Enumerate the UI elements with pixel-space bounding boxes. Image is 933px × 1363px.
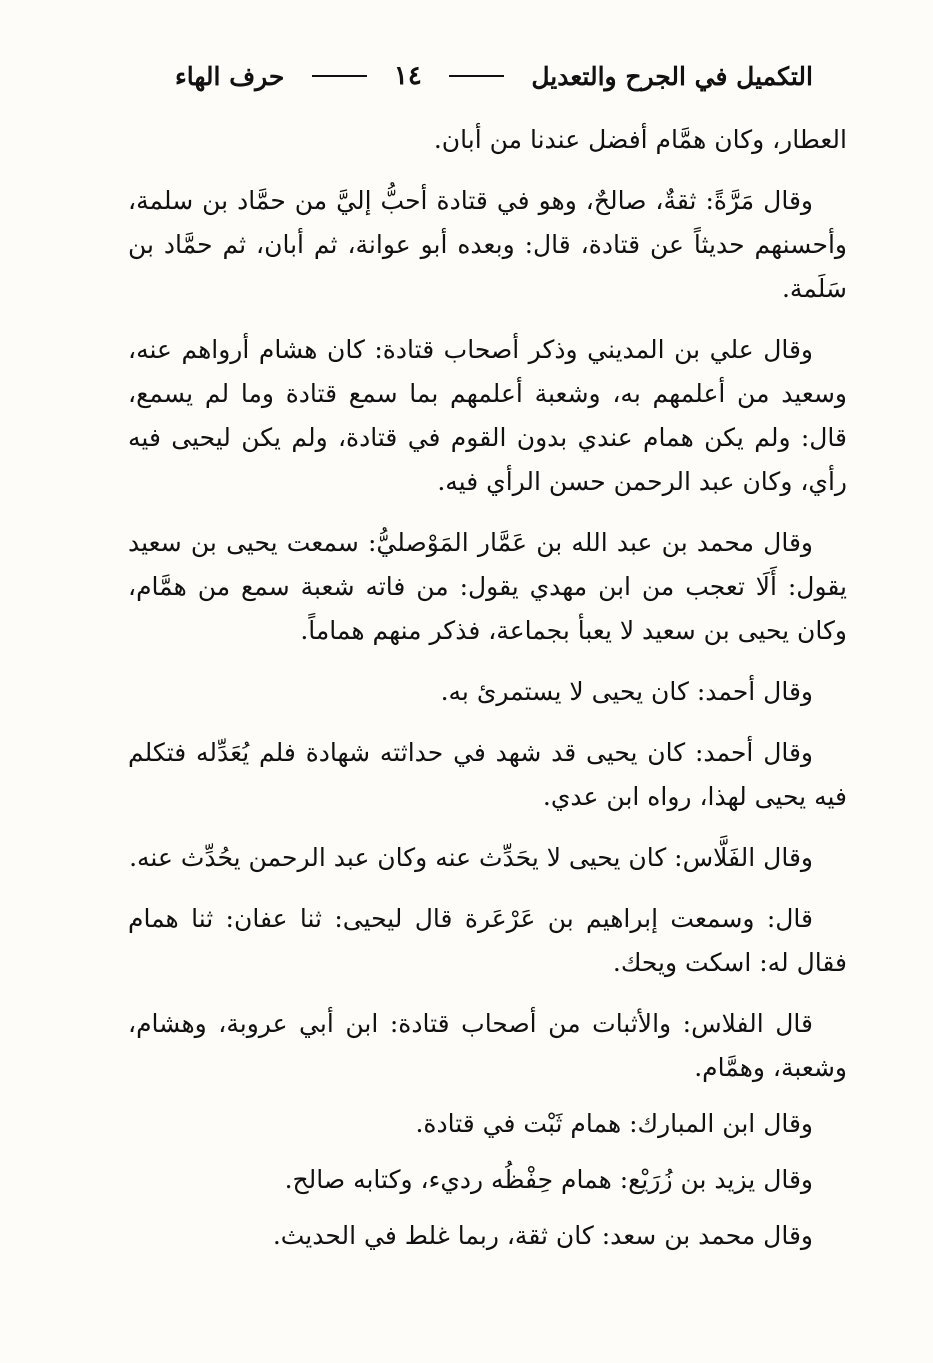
page-body	[128, 118, 847, 1270]
paragraph: وقال الفَلَّاس: كان يحيى لا يحَدِّث عنه وكان عبد الرحمن يحُدِّث عنه.	[129, 843, 813, 872]
page-number: ١٤	[393, 61, 422, 91]
section-title: حرف الهاء	[175, 61, 285, 91]
paragraph: العطار، وكان همَّام أفضل عندنا من أبان.	[433, 125, 847, 154]
paragraph: وقال مَرَّةً: ثقةٌ، صالحٌ، وهو في قتادة أحبُّ إليَّ من حمَّاد بن سلمة، وأحسنهم حديثاً عن قتادة، قال: وبعده أبو عوانة، ثم أبان، ثم حمَّاد بن سَلَمة.	[128, 186, 847, 303]
paragraph: وقال يزيد بن زُرَيْع: همام حِفْظُه رديء، وكتابه صالح.	[284, 1165, 813, 1194]
paragraph: وقال أحمد: كان يحيى لا يستمرئ به.	[440, 677, 813, 706]
title-dash	[449, 75, 504, 77]
paragraph: قال: وسمعت إبراهيم بن عَرْعَرة قال ليحيى: ثنا عفان: ثنا همام فقال له: اسكت ويحك.	[128, 904, 847, 977]
paragraph: وقال محمد بن سعد: كان ثقة، ربما غلط في الحديث.	[272, 1221, 813, 1250]
running-header	[175, 52, 813, 100]
paragraph: وقال علي بن المديني وذكر أصحاب قتادة: كان هشام أرواهم عنه، وسعيد من أعلمهم به، وشعبة أعلمهم بما سمع قتادة وما لم يسمع، قال: ولم يكن همام عندي بدون القوم في قتادة، ولم يكن ليحيى فيه رأي، وكان عبد الرحمن حسن الرأي فيه.	[128, 335, 847, 496]
section-dash	[312, 75, 367, 77]
book-title: التكميل في الجرح والتعديل	[531, 61, 813, 91]
paragraph: وقال ابن المبارك: همام ثَبْت في قتادة.	[415, 1109, 813, 1138]
paragraph: وقال أحمد: كان يحيى قد شهد في حداثته شهادة فلم يُعَدِّله فتكلم فيه يحيى لهذا، رواه ابن عدي.	[128, 738, 847, 811]
paragraph: وقال محمد بن عبد الله بن عَمَّار المَوْصليُّ: سمعت يحيى بن سعيد يقول: أَلَا تعجب من ابن مهدي يقول: من فاته شعبة سمع من همَّام، وكان يحيى بن سعيد لا يعبأ بجماعة، فذكر منهم هماماً.	[128, 528, 847, 645]
paragraph: قال الفلاس: والأثبات من أصحاب قتادة: ابن أبي عروبة، وهشام، وشعبة، وهمَّام.	[128, 1009, 847, 1082]
